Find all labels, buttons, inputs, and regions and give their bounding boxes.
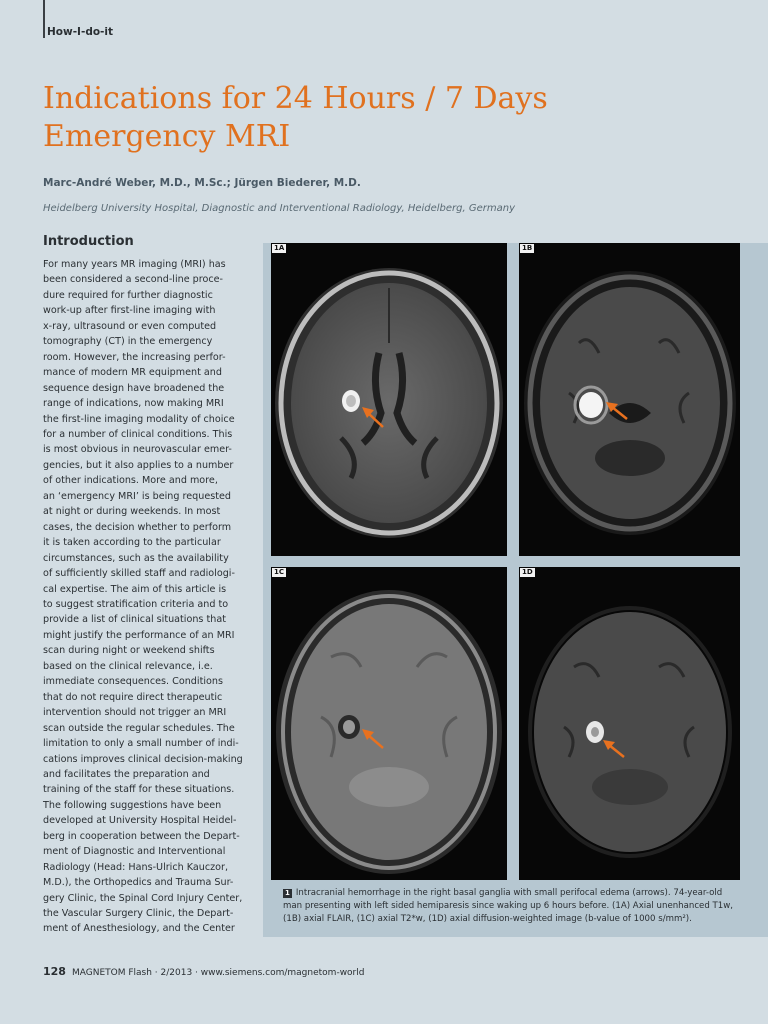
footer-text: MAGNETOM Flash · 2/2013 · www.siemens.com/magnetom-world	[71, 968, 365, 978]
affiliation: Heidelberg University Hospital, Diagnostic and Interventional Radiology, Heidelberg, Germany	[43, 203, 516, 214]
mri-panel-1c	[271, 567, 507, 880]
intro-line: ment of Anesthesiology, and the Center	[43, 923, 235, 935]
intro-line: at night or during weekends. In most	[43, 506, 221, 518]
intro-line: training of the staff for these situations.	[43, 784, 235, 796]
intro-line: of sufficiently skilled staff and radiologi-	[43, 568, 235, 580]
intro-line: berg in cooperation between the Depart-	[43, 830, 240, 842]
intro-line: the Vascular Surgery Clinic, the Depart-	[43, 908, 234, 920]
mri-panel-1a	[271, 243, 507, 556]
intro-line: intervention should not trigger an MRI	[43, 707, 227, 719]
figure-caption	[283, 887, 743, 926]
page-number: 128	[43, 965, 66, 978]
arrow-icon	[519, 243, 740, 556]
article-title	[43, 80, 683, 156]
intro-line: for a number of clinical conditions. This	[43, 428, 233, 440]
panel-label-1a: 1A	[274, 244, 285, 252]
intro-line: circumstances, such as the availability	[43, 552, 229, 564]
intro-line: been considered a second-line proce-	[43, 274, 223, 286]
panel-label-1d: 1D	[522, 568, 533, 576]
title-line-2: Emergency MRI	[43, 119, 291, 154]
intro-line: of other indications. More and more,	[43, 475, 218, 487]
intro-line: scan during night or weekend shifts	[43, 645, 215, 657]
authors: Marc-André Weber, M.D., M.Sc.; Jürgen Biederer, M.D.	[43, 177, 361, 189]
intro-line: might justify the performance of an MRI	[43, 629, 235, 641]
intro-line: based on the clinical relevance, i.e.	[43, 660, 213, 672]
intro-line: ment of Diagnostic and Interventional	[43, 846, 226, 858]
intro-line: scan outside the regular schedules. The	[43, 722, 235, 734]
intro-line: to suggest stratification criteria and to	[43, 598, 229, 610]
intro-line: it is taken according to the particular	[43, 537, 221, 549]
intro-line: limitation to only a small number of indi-	[43, 738, 239, 750]
intro-line: developed at University Hospital Heidel-	[43, 815, 237, 827]
intro-line: room. However, the increasing perfor-	[43, 351, 226, 363]
intro-line: x-ray, ultrasound or even computed	[43, 320, 217, 332]
intro-line: For many years MR imaging (MRI) has	[43, 259, 226, 270]
intro-line: The following suggestions have been	[43, 799, 222, 811]
intro-line: and facilitates the preparation and	[43, 768, 210, 780]
section-rule	[43, 0, 45, 38]
intro-line: that do not require direct therapeutic	[43, 691, 223, 703]
panel-label-1c: 1C	[274, 568, 285, 576]
intro-line: provide a list of clinical situations that	[43, 614, 226, 626]
arrow-icon	[271, 567, 507, 880]
panel-label-1b: 1B	[522, 244, 533, 252]
caption-text: Intracranial hemorrhage in the right basal ganglia with small perifocal edema (arrows). 74-year-old man presenting with left sided hemiparesis since waking up 6 hours before. (1A) Axial unenhanced T1w, (1B) axial FLAIR, (1C) axial T2*w, (1D) axial diffusion-weighted image (b-value of 1000 s/mm²).	[283, 888, 734, 924]
intro-line: immediate consequences. Conditions	[43, 676, 223, 688]
intro-line: work-up after first-line imaging with	[43, 305, 216, 317]
intro-line: mance of modern MR equipment and	[43, 367, 222, 379]
arrow-icon	[519, 567, 740, 880]
intro-line: cations improves clinical decision-making	[43, 753, 243, 765]
mri-panel-1b	[519, 243, 740, 556]
intro-line: the first-line imaging modality of choice	[43, 413, 235, 425]
intro-line: Radiology (Head: Hans-Ulrich Kauczor,	[43, 861, 229, 873]
intro-body	[43, 257, 261, 937]
intro-line: range of indications, now making MRI	[43, 398, 224, 410]
intro-line: an ‘emergency MRI’ is being requested	[43, 490, 231, 502]
intro-line: is most obvious in neurovascular emer-	[43, 444, 232, 456]
mri-panel-1d	[519, 567, 740, 880]
intro-line: tomography (CT) in the emergency	[43, 336, 213, 348]
intro-line: sequence design have broadened the	[43, 382, 225, 394]
intro-line: M.D.), the Orthopedics and Trauma Sur-	[43, 877, 234, 889]
title-line-1: Indications for 24 Hours / 7 Days	[43, 81, 548, 116]
intro-line: cal expertise. The aim of this article is	[43, 583, 227, 595]
arrow-icon	[271, 243, 507, 556]
page-footer	[43, 965, 364, 978]
intro-line: cases, the decision whether to perform	[43, 521, 232, 533]
caption-number: 1	[285, 889, 290, 897]
intro-heading: Introduction	[43, 234, 134, 249]
intro-line: gencies, but it also applies to a number	[43, 459, 234, 471]
intro-line: dure required for further diagnostic	[43, 289, 213, 301]
section-label: How-I-do-it	[47, 26, 114, 38]
intro-line: gery Clinic, the Spinal Cord Injury Center,	[43, 892, 243, 904]
